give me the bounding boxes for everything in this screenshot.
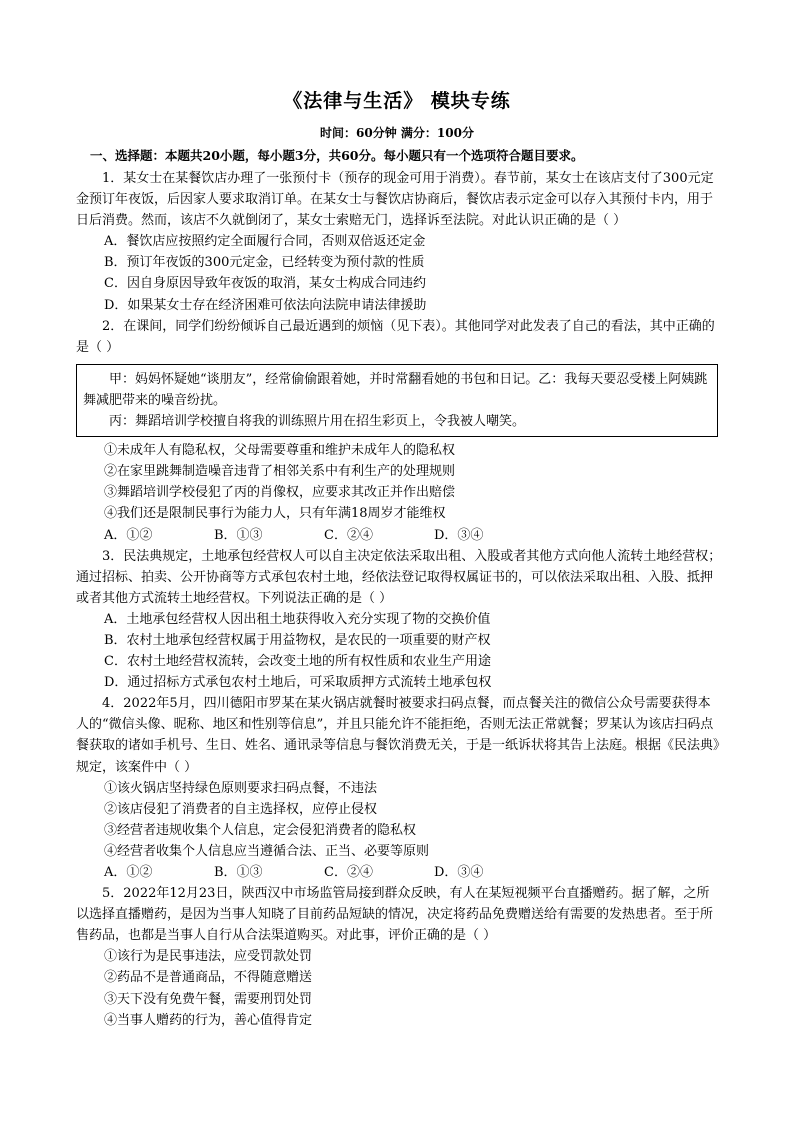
question-stem: 3．民法典规定，土地承包经营权人可以自主决定依法采取出租、入股或者其他方式向他人流转土地经营权；通过招标、拍卖、公开协商等方式承包农村土地，经依法登记取得权属证书的，可以依法采取出租、入股、抵押或者其他方式流转土地经营权。下列说法正确的是（ ） (76, 548, 722, 606)
choice-a: A．①② (104, 865, 153, 880)
choice-c: C．②④ (324, 527, 373, 543)
statement-4: ④经营者收集个人信息应当遵循合法、正当、必要等原则 (104, 843, 430, 859)
question-stem: 1．某女士在某餐饮店办理了一张预付卡（预存的现金可用于消费）。春节前，某女士在该店支付了300元定金预订年夜饭，后因家人要求取消订单。在某女士与餐饮店协商后，餐饮店表示定金可以存入其预付卡内，用于日后消费。然而，该店不久就倒闭了，某女士索赔无门，选择诉至法院。对此认识正确的是（ ） (76, 171, 714, 229)
choice-b: B．①③ (214, 527, 263, 543)
section-heading: 一、选择题：本题共20小题，每小题3分，共60分。每小题只有一个选项符合题目要求。 (90, 148, 584, 163)
exam-info: 时间：60分钟 满分：100分 (320, 126, 474, 140)
statement-3: ③天下没有免费午餐，需要刑罚处罚 (104, 991, 313, 1007)
statement-2: ②该店侵犯了消费者的自主选择权，应停止侵权 (104, 801, 378, 817)
option-a: A．餐饮店应按照约定全面履行合同，否则双倍返还定金 (104, 234, 426, 250)
material-line: 甲：妈妈怀疑她“谈朋友”，经常偷偷跟着她，并时常翻看她的书包和日记。乙：我每天要忍受楼上阿姨跳舞减肥带来的噪音纷扰。 (83, 371, 708, 408)
statement-2: ②药品不是普通商品，不得随意赠送 (104, 970, 313, 986)
statement-1: ①该行为是民事违法，应受罚款处罚 (104, 949, 313, 965)
question-stem: 5．2022年12月23日，陕西汉中市场监管局接到群众反映，有人在某短视频平台直播赠药。据了解，之所以选择直播赠药，是因为当事人知晓了目前药品短缺的情况，决定将药品免费赠送给有需要的发热患者。至于所售药品，也都是当事人自行从合法渠道购买。对此事，评价正确的是（ ） (76, 886, 714, 944)
statement-2: ②在家里跳舞制造噪音违背了相邻关系中有利生产的处理规则 (104, 464, 456, 480)
choice-b: B．①③ (214, 865, 263, 880)
option-c: C．因自身原因导致年夜饭的取消，某女士构成合同违约 (104, 276, 426, 292)
option-d: D．如果某女士存在经济困难可依法向法院申请法律援助 (104, 297, 427, 313)
page-title: 《法律与生活》 模块专练 (283, 90, 511, 112)
choice-d: D．③④ (434, 865, 484, 880)
statement-4: ④我们还是限制民事行为能力人，只有年满18周岁才能维权 (104, 506, 446, 522)
option-b: B．预订年夜饭的300元定金，已经转变为预付款的性质 (104, 255, 425, 271)
question-stem: 2．在课间，同学们纷纷倾诉自己最近遇到的烦恼（见下表）。其他同学对此发表了自己的看法，其中正确的是（ ） (76, 318, 715, 355)
question-1 (76, 168, 722, 316)
question-2 (76, 316, 722, 546)
question-stem: 4．2022年5月，四川德阳市罗某在某火锅店就餐时被要求扫码点餐，而点餐关注的微信公众号需要获得本人的“微信头像、昵称、地区和性别等信息”，并且只能允许不能拒绝，否则无法正常就餐；罗某认为该店扫码点餐获取的诸如手机号、生日、姓名、通讯录等信息与餐饮消费无关，于是一纸诉状将其告上法庭。根据《民法典》规定，该案件中（ ） (76, 696, 720, 775)
option-a: A．土地承包经营权人因出租土地获得收入充分实现了物的交换价值 (104, 611, 491, 627)
option-b: B．农村土地承包经营权属于用益物权，是农民的一项重要的财产权 (104, 632, 491, 648)
question-5 (76, 883, 722, 1031)
statement-1: ①该火锅店坚持绿色原则要求扫码点餐，不违法 (104, 780, 378, 796)
statement-1: ①未成年人有隐私权，父母需要尊重和维护未成年人的隐私权 (104, 443, 456, 459)
material-line: 丙：舞蹈培训学校擅自将我的训练照片用在招生彩页上，令我被人嘲笑。 (109, 414, 526, 430)
question-3 (76, 546, 722, 694)
material-box (76, 364, 718, 437)
answer-choices (76, 862, 722, 883)
answer-choices (76, 525, 722, 546)
option-c: C．农村土地经营权流转，会改变土地的所有权性质和农业生产用途 (104, 654, 491, 670)
question-4 (76, 693, 722, 883)
questions-body (76, 168, 722, 1031)
statement-3: ③舞蹈培训学校侵犯了丙的肖像权，应要求其改正并作出赔偿 (104, 485, 456, 501)
choice-c: C．②④ (324, 865, 373, 880)
statement-3: ③经营者违规收集个人信息，定会侵犯消费者的隐私权 (104, 822, 417, 838)
choice-d: D．③④ (434, 527, 484, 543)
option-d: D．通过招标方式承包农村土地后，可采取质押方式流转土地承包权 (104, 675, 492, 691)
choice-a: A．①② (104, 527, 153, 543)
statement-4: ④当事人赠药的行为，善心值得肯定 (104, 1012, 313, 1028)
